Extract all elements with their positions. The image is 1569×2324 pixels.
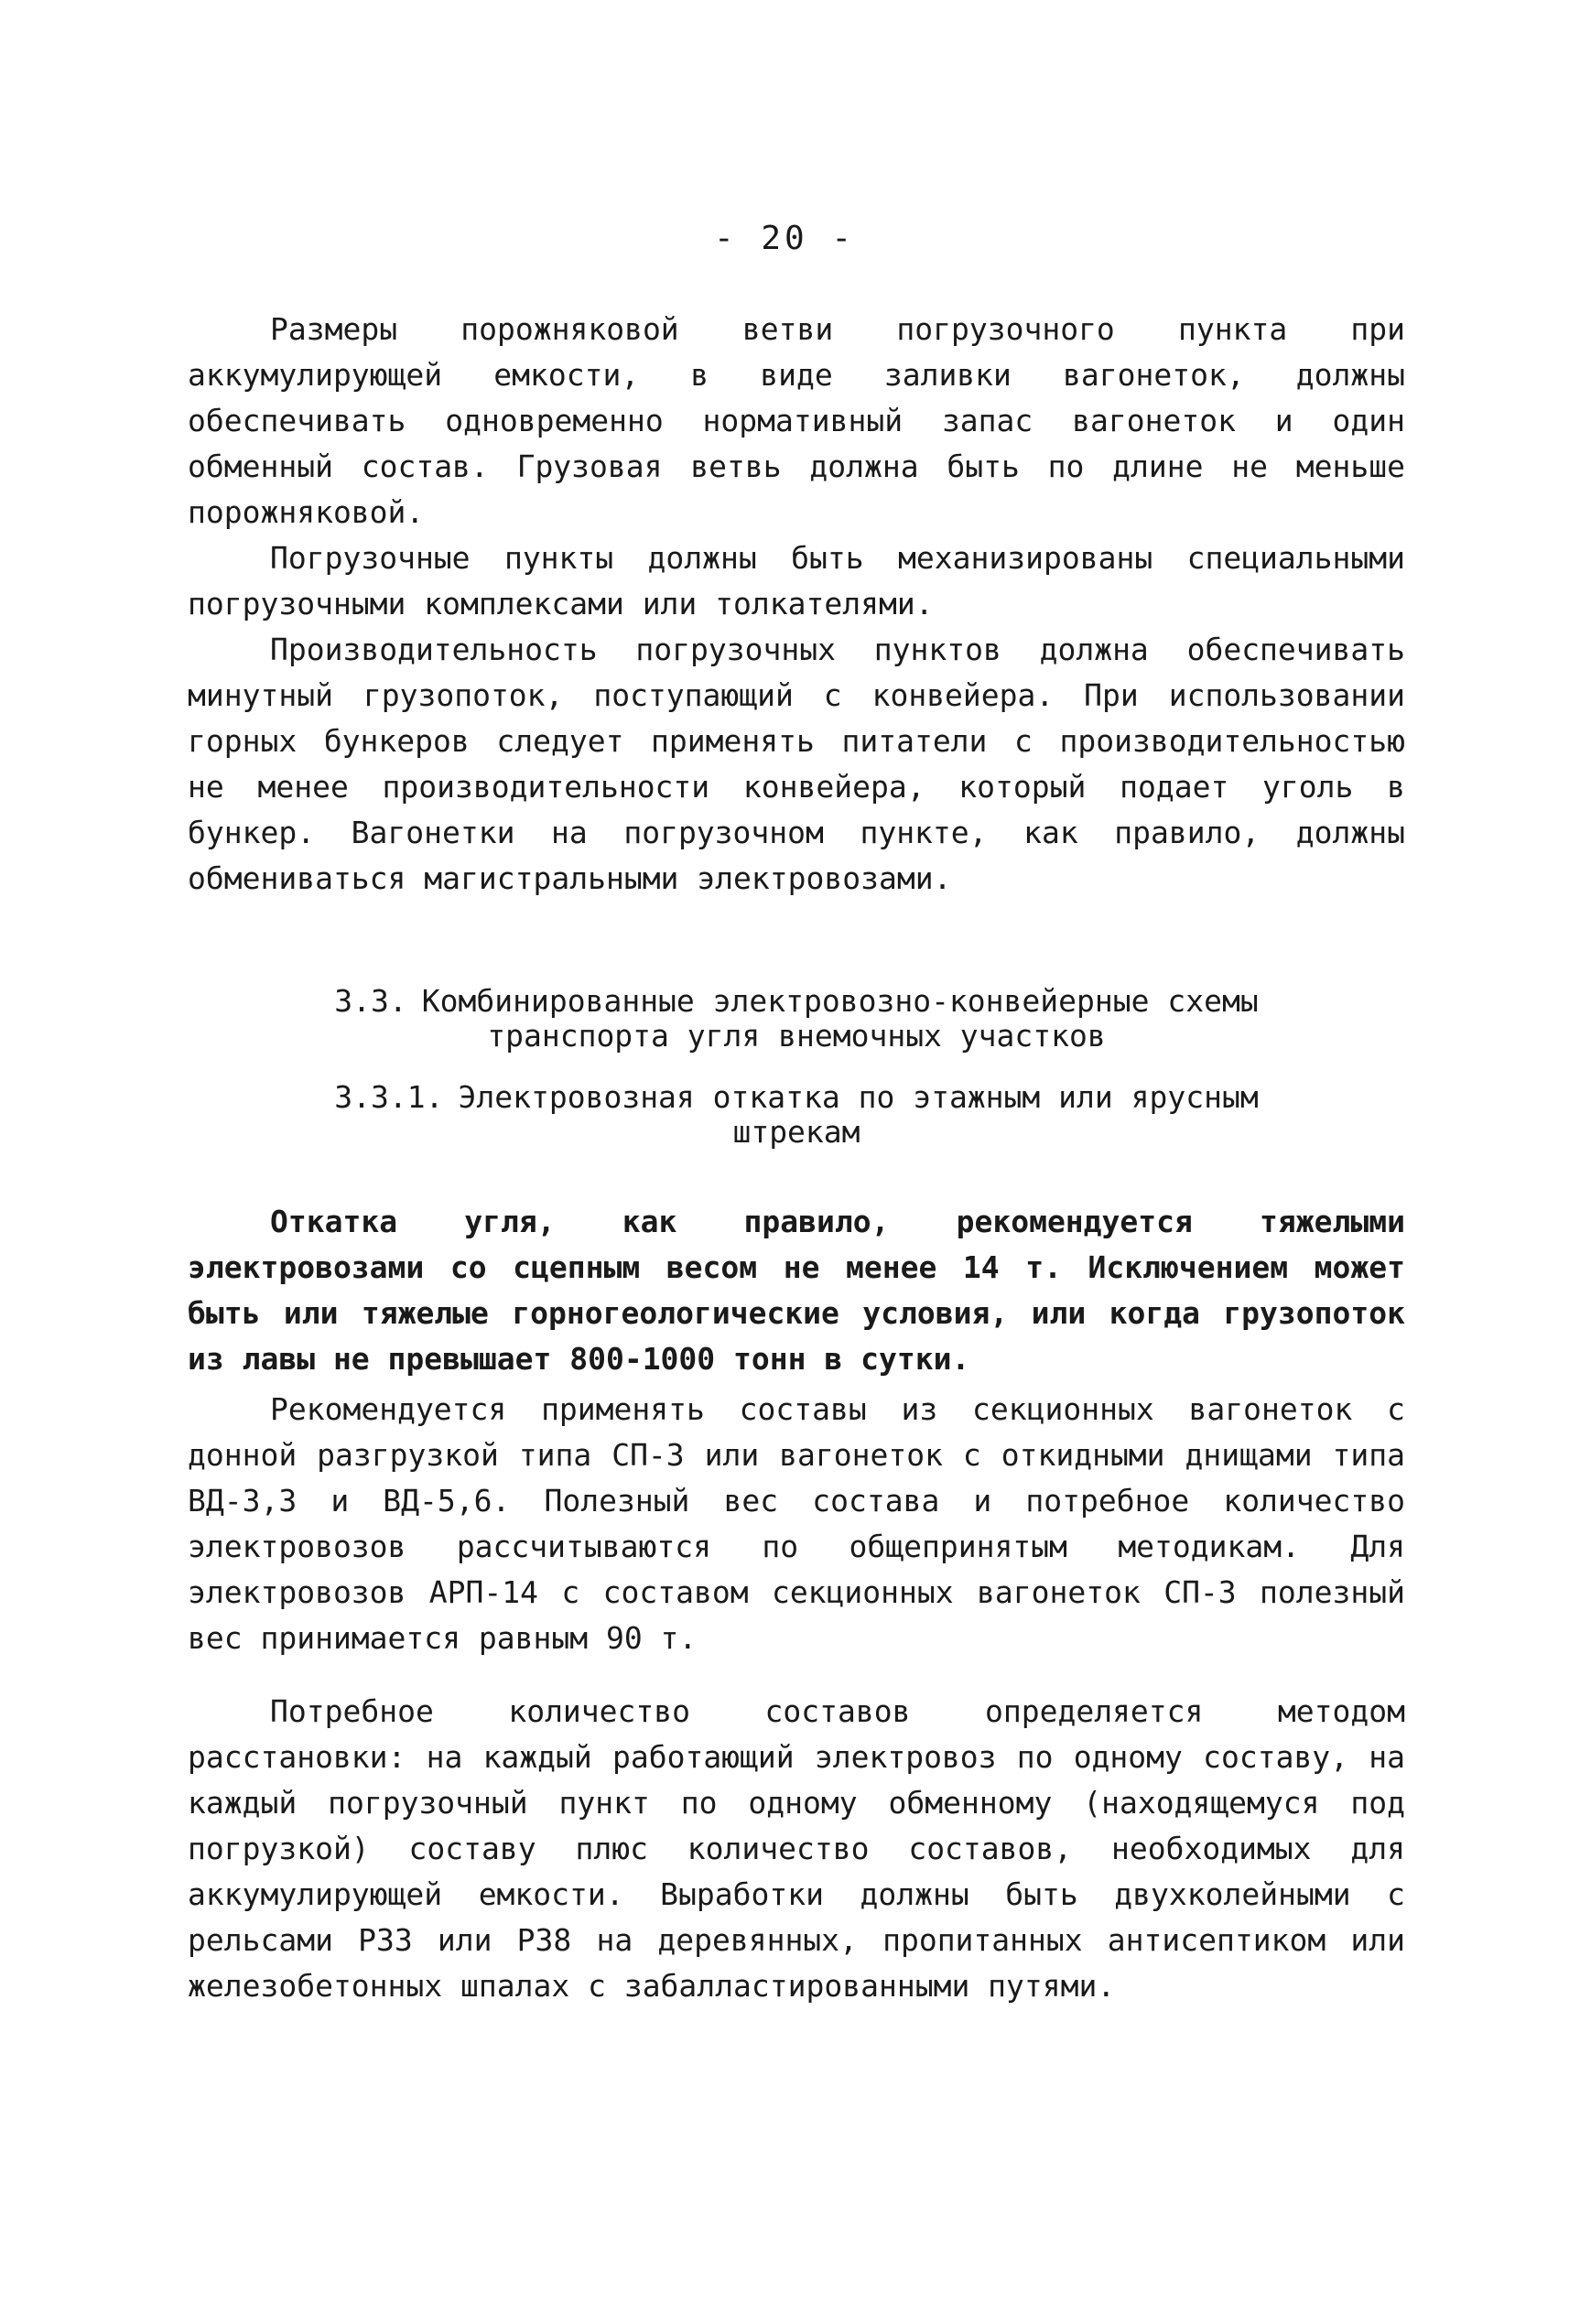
paragraph: Производительность погрузочных пунктов должна обеспечивать минутный грузопоток, поступающий с конвейера. При использовании горных бункеров следует применять питатели с производительностью не менее производительности конвейера, который подает уголь в бункер. Вагонетки на погрузочном пункте, как правило, должны обмениваться магистральными электровозами.	[188, 632, 1405, 896]
paragraph: Рекомендуется применять составы из секционных вагонеток с донной разгрузкой типа СП-3 или вагонеток с откидными днищами типа ВД-3,3 и ВД-5,6. Полезный вес состава и потребное количество электровозов рассчитываются по общепринятым методикам. Для электровозов АРП-14 с составом секционных вагонеток СП-3 полезный вес принимается равным 90 т.	[188, 1391, 1405, 1656]
section-heading-3-3	[188, 984, 1405, 1054]
paragraph: Размеры порожняковой ветви погрузочного пункта при аккумулирующей емкости, в виде заливки вагонеток, должны обеспечивать одновременно нормативный запас вагонеток и один обменный состав. Грузовая ветвь должна быть по длине не меньше порожняковой.	[188, 311, 1405, 530]
section-number: 3.3.	[334, 983, 407, 1019]
section-title-continued: штрекам	[732, 1114, 860, 1150]
page-number: - 20 -	[713, 220, 856, 257]
section-heading-3-3-1	[188, 1080, 1405, 1150]
text-block-bottom-3	[188, 1689, 1405, 2009]
text-block-bottom-2	[188, 1387, 1405, 1661]
section-title: Электровозная откатка по этажным или ярусным	[458, 1079, 1259, 1115]
paragraph: Откатка угля, как правило, рекомендуется тяжелыми электровозами со сцепным весом не менее 14 т. Исключением может быть или тяжелые горногеологические условия, или когда грузопоток из лавы не превышает 800-1000 тонн в сутки.	[188, 1204, 1405, 1377]
paragraph: Погрузочные пункты должны быть механизированы специальными погрузочными комплексами или толкателями.	[188, 540, 1405, 622]
section-title: Комбинированные электровозно-конвейерные схемы	[421, 983, 1259, 1019]
text-block-top	[188, 307, 1405, 902]
text-block-bottom	[188, 1199, 1405, 1382]
paragraph: Потребное количество составов определяется методом расстановки: на каждый работающий электровоз по одному составу, на каждый погрузочный пункт по одному обменному (находящемуся под погрузкой) составу плюс количество составов, необходимых для аккумулирующей емкости. Выработки должны быть двухколейными с рельсами Р33 или Р38 на деревянных, пропитанных антисептиком или железобетонных шпалах с забалластированными путями.	[188, 1693, 1405, 2004]
section-number: 3.3.1.	[334, 1079, 444, 1115]
section-title-continued: транспорта угля внемочных участков	[487, 1018, 1106, 1054]
